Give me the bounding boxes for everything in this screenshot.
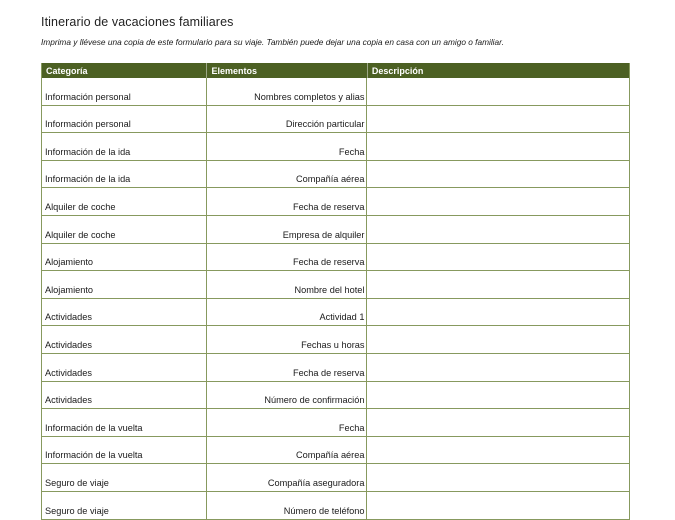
table-row — [42, 216, 629, 244]
cell-categoria: Alojamiento — [42, 271, 207, 298]
cell-elemento: Fechas u horas — [207, 326, 368, 353]
cell-descripcion[interactable] — [367, 354, 629, 381]
page-subtitle: Imprima y llévese una copia de este formulario para su viaje. También puede dejar una copia en casa con un amigo o familiar. — [41, 37, 504, 47]
cell-elemento: Fecha de reserva — [207, 354, 368, 381]
cell-categoria: Actividades — [42, 382, 207, 409]
cell-elemento: Número de teléfono — [207, 492, 368, 519]
cell-categoria: Alojamiento — [42, 244, 207, 271]
table-row — [42, 326, 629, 354]
cell-elemento: Compañía aérea — [207, 437, 368, 464]
table-row — [42, 409, 629, 437]
table-row — [42, 464, 629, 492]
cell-elemento: Fecha de reserva — [207, 188, 368, 215]
table-row — [42, 354, 629, 382]
cell-categoria: Seguro de viaje — [42, 492, 207, 519]
table-row — [42, 382, 629, 410]
table-row — [42, 133, 629, 161]
cell-elemento: Nombres completos y alias — [207, 78, 368, 105]
cell-descripcion[interactable] — [367, 216, 629, 243]
cell-descripcion[interactable] — [367, 161, 629, 188]
column-header-categoria: Categoría — [46, 65, 88, 76]
cell-elemento: Fecha — [207, 409, 368, 436]
cell-elemento: Fecha de reserva — [207, 244, 368, 271]
table-body — [42, 78, 629, 520]
cell-categoria: Actividades — [42, 299, 207, 326]
cell-descripcion[interactable] — [367, 299, 629, 326]
column-header-elementos: Elementos — [206, 63, 366, 78]
cell-categoria: Información de la vuelta — [42, 437, 207, 464]
cell-descripcion[interactable] — [367, 409, 629, 436]
cell-descripcion[interactable] — [367, 326, 629, 353]
cell-categoria: Información personal — [42, 78, 207, 105]
cell-categoria: Actividades — [42, 354, 207, 381]
cell-descripcion[interactable] — [367, 78, 629, 105]
cell-categoria: Información de la ida — [42, 133, 207, 160]
page-title: Itinerario de vacaciones familiares — [41, 15, 234, 29]
cell-elemento: Dirección particular — [207, 106, 368, 133]
table-row — [42, 299, 629, 327]
cell-elemento: Fecha — [207, 133, 368, 160]
cell-descripcion[interactable] — [367, 492, 629, 519]
itinerary-table — [41, 63, 630, 520]
cell-categoria: Información personal — [42, 106, 207, 133]
cell-descripcion[interactable] — [367, 464, 629, 491]
cell-descripcion[interactable] — [367, 133, 629, 160]
cell-categoria: Alquiler de coche — [42, 188, 207, 215]
cell-descripcion[interactable] — [367, 437, 629, 464]
table-row — [42, 161, 629, 189]
cell-descripcion[interactable] — [367, 106, 629, 133]
cell-categoria: Información de la vuelta — [42, 409, 207, 436]
table-row — [42, 437, 629, 465]
cell-categoria: Alquiler de coche — [42, 216, 207, 243]
table-row — [42, 271, 629, 299]
table-row — [42, 78, 629, 106]
cell-descripcion[interactable] — [367, 188, 629, 215]
cell-elemento: Empresa de alquiler — [207, 216, 368, 243]
cell-elemento: Actividad 1 — [207, 299, 368, 326]
cell-descripcion[interactable] — [367, 244, 629, 271]
table-row — [42, 106, 629, 134]
cell-elemento: Nombre del hotel — [207, 271, 368, 298]
cell-elemento: Compañía aseguradora — [207, 464, 368, 491]
table-row — [42, 188, 629, 216]
table-row — [42, 244, 629, 272]
cell-categoria: Información de la ida — [42, 161, 207, 188]
table-row — [42, 492, 629, 520]
cell-descripcion[interactable] — [367, 382, 629, 409]
table-header-row — [42, 63, 629, 78]
column-header-descripcion: Descripción — [367, 63, 629, 78]
cell-descripcion[interactable] — [367, 271, 629, 298]
cell-elemento: Número de confirmación — [207, 382, 368, 409]
cell-categoria: Seguro de viaje — [42, 464, 207, 491]
cell-elemento: Compañía aérea — [207, 161, 368, 188]
cell-categoria: Actividades — [42, 326, 207, 353]
